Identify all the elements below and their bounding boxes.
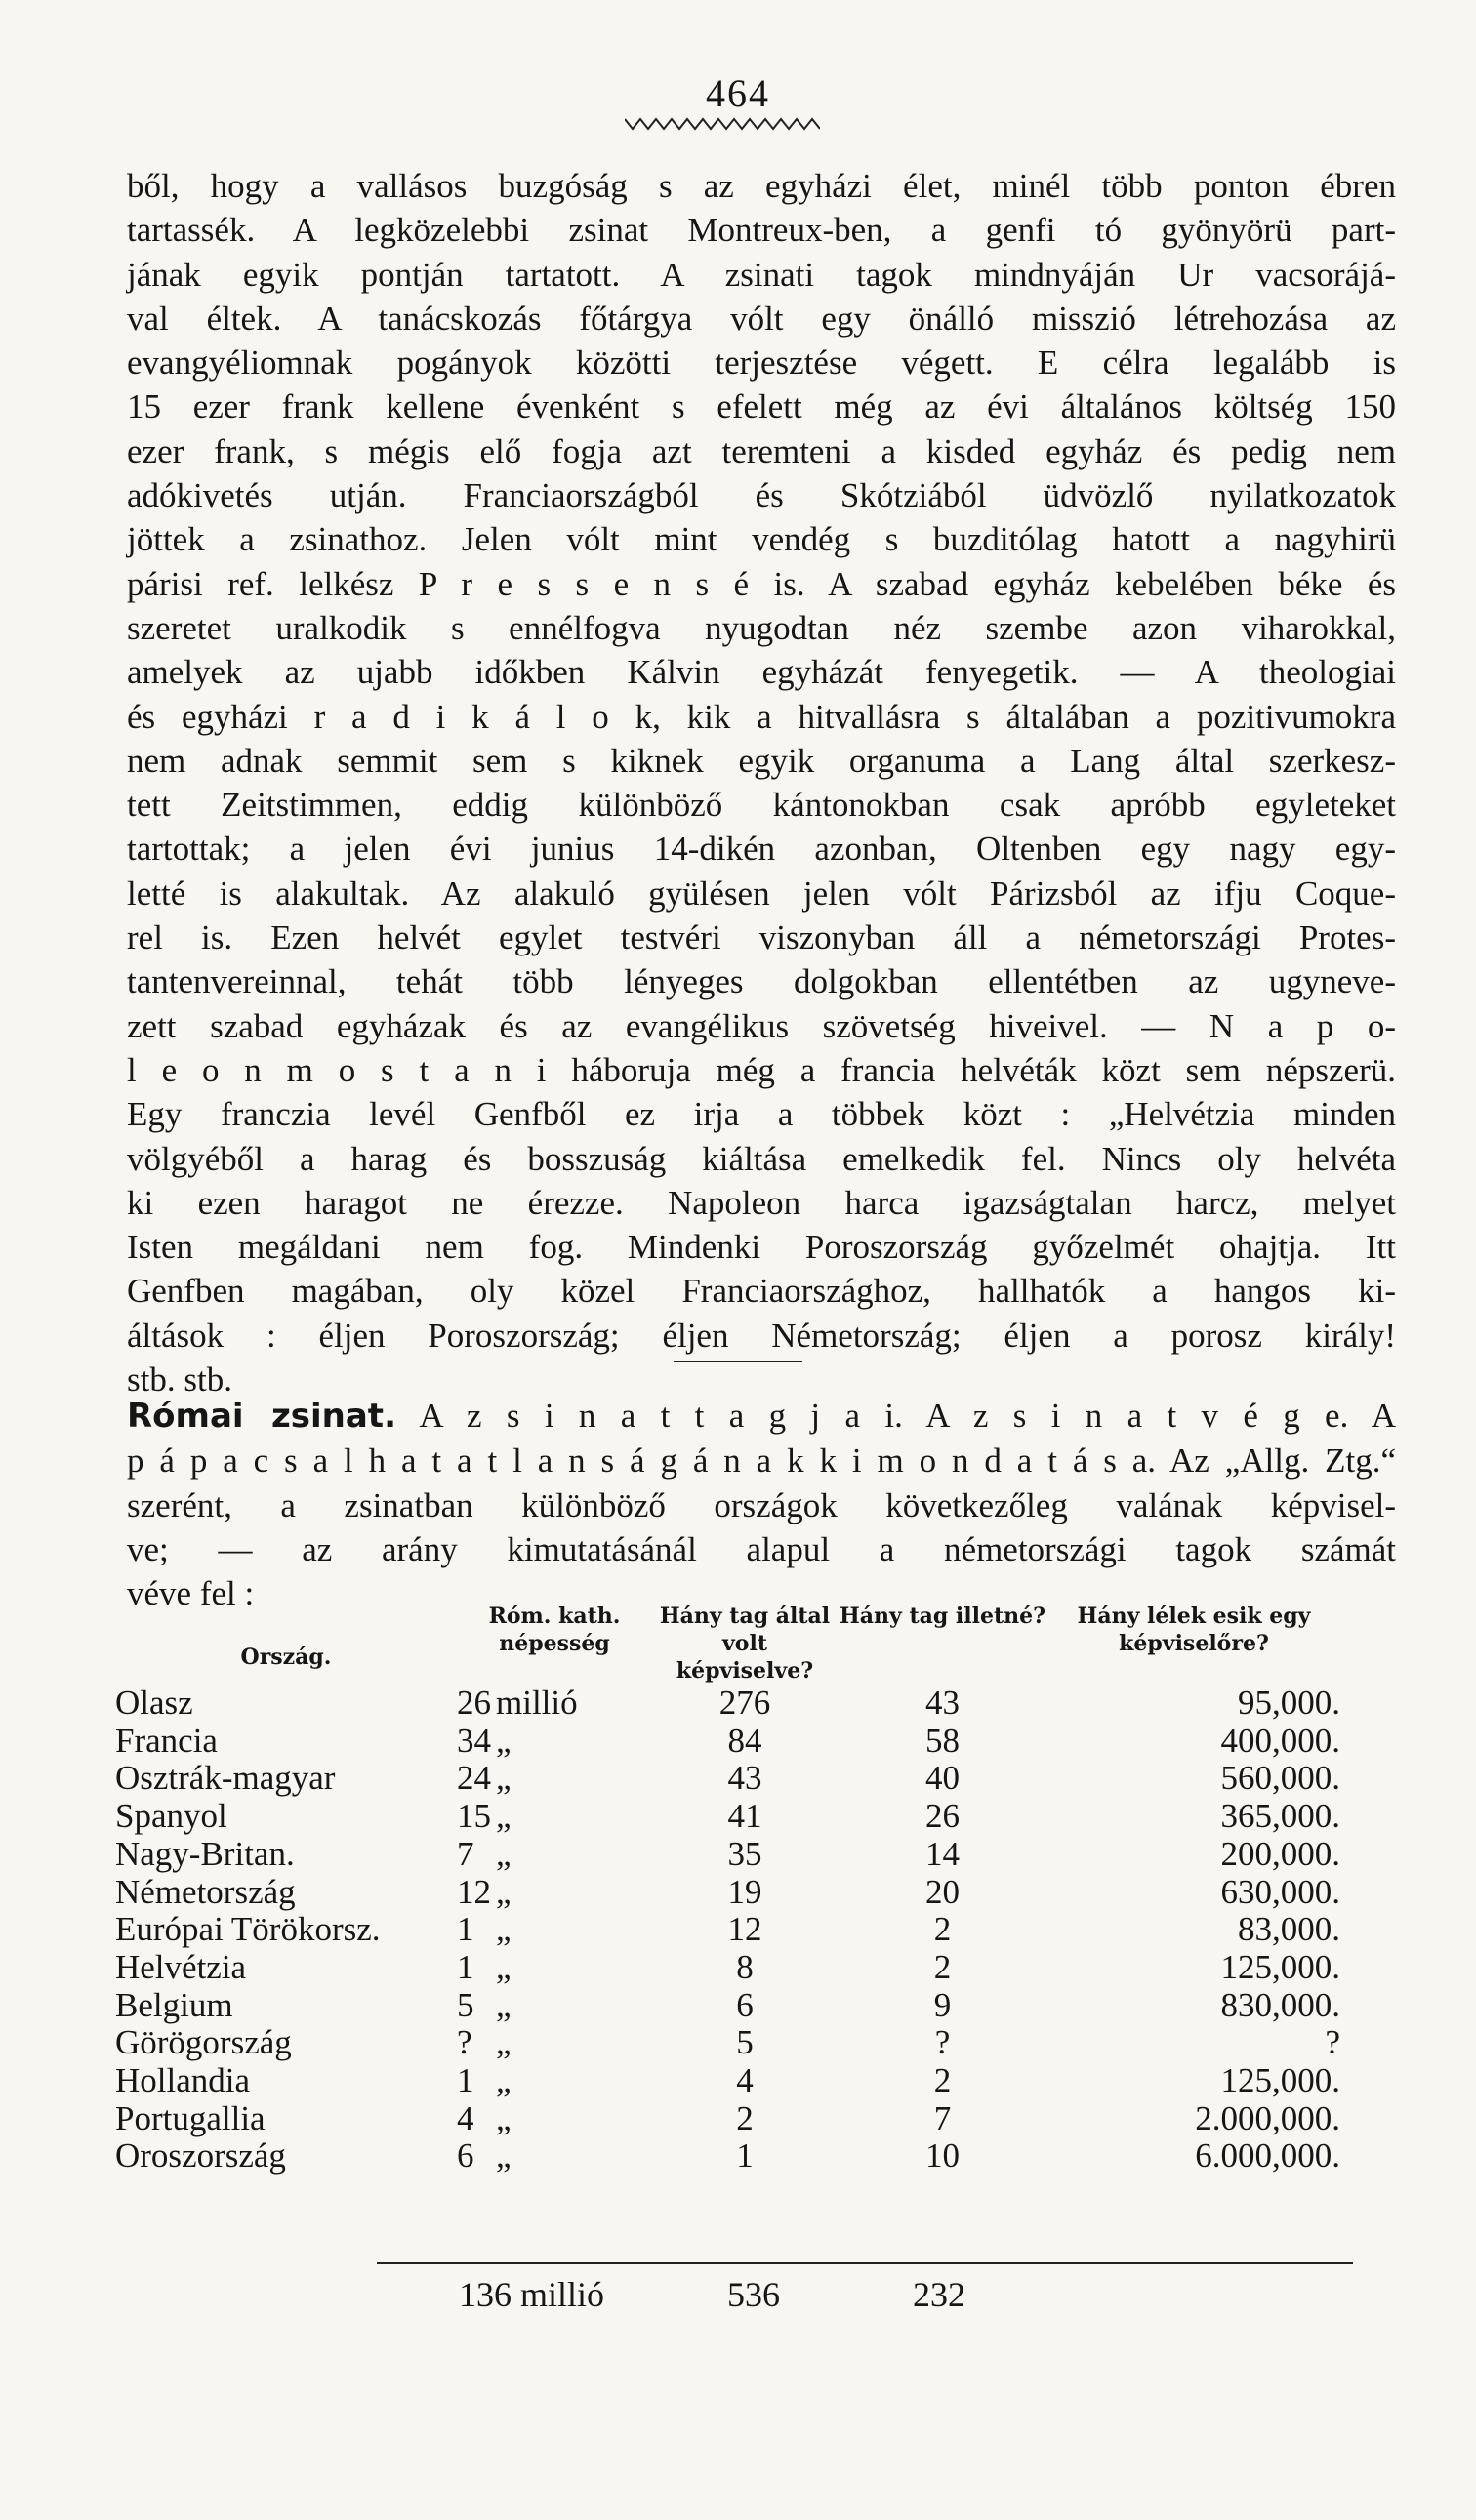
table-row [115, 1987, 1360, 2025]
represented-cell: 19 [727, 1872, 762, 1911]
country-cell: Európai Törökorsz. [115, 1910, 381, 1949]
population-cell [457, 1874, 652, 1912]
col-header-population: Róm. kath. népesség [488, 1604, 621, 1656]
per-rep-cell: ? [1325, 2023, 1340, 2062]
population-unit: „ [496, 1985, 512, 2024]
table-row [115, 2062, 1360, 2100]
population-value: 15 [457, 1797, 491, 1836]
text-line: tartottak; a jelen évi junius 14-dikén azonban, Oltenben egy nagy egy- [127, 830, 1396, 869]
text-line: nem adnak semmit sem s kiknek egyik organuma a Lang által szerkesz- [127, 741, 1396, 780]
text-line: tett Zeitstimmen, eddig különböző kántonokban csak apróbb egyleteket [127, 786, 1396, 825]
represented-cell: 12 [727, 1910, 762, 1949]
total-due: 232 [913, 2275, 965, 2314]
represented-cell: 6 [736, 1985, 754, 2024]
text-line: véve fel : [127, 1574, 255, 1613]
per-rep-cell: 365,000. [1220, 1797, 1340, 1836]
represented-cell: 41 [727, 1797, 762, 1836]
due-cell: 2 [933, 1947, 952, 1986]
population-unit: „ [496, 2061, 512, 2100]
population-cell [457, 1760, 652, 1798]
population-cell [457, 1798, 652, 1836]
per-rep-cell: 830,000. [1220, 1985, 1340, 2024]
text-line: stb. stb. [127, 1361, 232, 1400]
representation-table [115, 1603, 1360, 2175]
due-cell: 2 [933, 1910, 952, 1949]
population-cell [457, 2100, 652, 2138]
per-rep-cell: 95,000. [1238, 1684, 1340, 1722]
text-line: adókivetés utján. Franciaországból és Skótziából üdvözlő nyilatkozatok [127, 476, 1396, 515]
population-cell [457, 1836, 652, 1874]
text-line: jának egyik pontján tartatott. A zsinati tagok mindnyáján Ur vacsorájá- [127, 255, 1396, 294]
col-header-due: Hány tag illetné? [839, 1604, 1046, 1629]
text-line: letté is alakultak. Az alakuló gyülésen jelen vólt Párizsból az ifju Coque- [127, 874, 1396, 913]
population-value: 6 [457, 2136, 474, 2175]
population-cell [457, 1911, 652, 1949]
text-line: evangyéliomnak pogányok közötti terjesztése végett. E célra legalább is [127, 344, 1396, 383]
table-row [115, 1723, 1360, 1761]
country-cell: Portugallia [115, 2098, 266, 2137]
population-value: 5 [457, 1985, 474, 2024]
population-cell [457, 2137, 652, 2175]
table-row [115, 2024, 1360, 2062]
table-row [115, 1760, 1360, 1798]
text-line: 15 ezer frank kellene évenként s efelett még az évi általános költség 150 [127, 387, 1396, 427]
text-line: szerént, a zsinatban különböző országok következőleg valának képvisel- [127, 1485, 1396, 1524]
table-row [115, 2137, 1360, 2175]
due-cell: 58 [925, 1721, 960, 1760]
population-unit: „ [496, 1759, 512, 1798]
text-line: ből, hogy a vallásos buzgóság s az egyházi élet, minél több ponton ébren [127, 167, 1396, 205]
text-line: jöttek a zsinathoz. Jelen vólt mint vendég s buzditólag hatott a nagyhirü [127, 520, 1396, 559]
population-value: 26 [457, 1684, 491, 1722]
wavy-ornament [625, 113, 820, 133]
country-cell: Spanyol [115, 1797, 227, 1836]
country-cell: Nagy-Britan. [115, 1834, 295, 1873]
population-value: 1 [457, 1947, 474, 1986]
population-cell [457, 1987, 652, 2025]
due-cell: 43 [925, 1684, 960, 1722]
population-value: 34 [457, 1721, 491, 1760]
text-line: áltások : éljen Poroszország; éljen Németország; éljen a porosz király! [127, 1316, 1396, 1355]
population-value: 24 [457, 1759, 491, 1798]
text-line: ki ezen haragot ne érezze. Napoleon harca igazságtalan harcz, melyet [127, 1183, 1396, 1222]
country-cell: Helvétzia [115, 1947, 247, 1986]
population-cell [457, 1723, 652, 1761]
per-rep-cell: 83,000. [1238, 1910, 1340, 1949]
text-line: Egy franczia levél Genfből ez irja a többek közt : „Helvétzia minden [127, 1095, 1396, 1134]
text-line: l e o n m o s t a n i háboruja még a francia helvéták közt sem népszerü. [127, 1050, 1396, 1089]
population-unit: „ [496, 2136, 512, 2175]
population-unit: „ [496, 2098, 512, 2137]
represented-cell: 4 [736, 2061, 754, 2100]
table-header-row [115, 1603, 1360, 1685]
per-rep-cell: 630,000. [1220, 1872, 1340, 1911]
per-rep-cell: 125,000. [1220, 1947, 1340, 1986]
represented-cell: 5 [736, 2023, 754, 2062]
text-line: p á p a c s a l h a t a t l a n s á g á n a k k i m o n d a t á s a. Az „Allg. Ztg.“ [127, 1442, 1396, 1481]
population-unit: „ [496, 1721, 512, 1760]
represented-cell: 43 [727, 1759, 762, 1798]
represented-cell: 35 [727, 1834, 762, 1873]
total-population: 136 millió [459, 2275, 605, 2314]
represented-cell: 8 [736, 1947, 754, 1986]
text-line: ezer frank, s mégis elő fogja azt teremteni a kisded egyház és pedig nem [127, 431, 1396, 470]
population-unit: millió [496, 1684, 578, 1722]
country-cell: Francia [115, 1721, 218, 1760]
due-cell: 2 [933, 2061, 952, 2100]
table-row [115, 1836, 1360, 1874]
col-header-country: Ország. [240, 1645, 332, 1670]
due-cell: 14 [925, 1834, 960, 1873]
due-cell: 7 [933, 2098, 952, 2137]
population-unit: „ [496, 1872, 512, 1911]
table-row [115, 1911, 1360, 1949]
per-rep-cell: 560,000. [1220, 1759, 1340, 1798]
country-cell: Belgium [115, 1985, 233, 2024]
paragraph2-first-line: A z s i n a t t a g j a i. A z s i n a t v é g e. A [395, 1397, 1396, 1435]
population-value: ? [457, 2023, 472, 2062]
population-value: 1 [457, 2061, 474, 2100]
population-unit: „ [496, 1797, 512, 1836]
total-represented: 536 [727, 2275, 780, 2314]
per-rep-cell: 125,000. [1220, 2061, 1340, 2100]
country-cell: Olasz [115, 1684, 193, 1722]
per-rep-cell: 400,000. [1220, 1721, 1340, 1760]
country-cell: Németország [115, 1872, 296, 1911]
population-value: 7 [457, 1834, 474, 1873]
due-cell: 9 [933, 1985, 952, 2024]
text-line: Genfben magában, oly közel Franciaországhoz, hallhatók a hangos ki- [127, 1272, 1396, 1311]
text-line: párisi ref. lelkész P r e s s e n s é is. A szabad egyház kebelében béke és [127, 564, 1396, 603]
due-cell: ? [934, 2023, 951, 2062]
country-cell: Osztrák-magyar [115, 1759, 336, 1798]
represented-cell: 1 [736, 2136, 754, 2175]
text-line: val éltek. A tanácskozás főtárgya vólt egy önálló misszió létrehozása az [127, 299, 1396, 338]
per-rep-cell: 2.000,000. [1195, 2098, 1340, 2137]
totals-rule [377, 2262, 1353, 2264]
population-value: 12 [457, 1872, 491, 1911]
due-cell: 40 [925, 1759, 960, 1798]
table-row [115, 1874, 1360, 1912]
represented-cell: 84 [727, 1721, 762, 1760]
col-header-represented: Hány tag által volt képviselve? [659, 1604, 831, 1684]
text-line: völgyéből a harag és bosszuság kiáltása emelkedik fel. Nincs oly helvéta [127, 1139, 1396, 1178]
table-row [115, 1798, 1360, 1836]
text-line: rel is. Ezen helvét egylet testvéri viszonyban áll a németországi Protes- [127, 918, 1396, 957]
population-cell [457, 2024, 652, 2062]
represented-cell: 276 [718, 1684, 771, 1722]
country-cell: Hollandia [115, 2061, 251, 2100]
population-value: 4 [457, 2098, 474, 2137]
population-value: 1 [457, 1910, 474, 1949]
population-unit: „ [496, 1834, 512, 1873]
text-line: tantenvereinnal, tehát több lényeges dolgokban ellentétben az ugyneve- [127, 962, 1396, 1001]
text-line: zett szabad egyházak és az evangélikus szövetség hiveivel. — N a p o- [127, 1006, 1396, 1045]
body-paragraph-1 [127, 164, 1396, 1402]
text-line: ve; — az arány kimutatásánál alapul a németországi tagok számát [127, 1529, 1396, 1568]
table-row [115, 1685, 1360, 1723]
due-cell: 20 [925, 1872, 960, 1911]
page-number: 464 [706, 71, 770, 115]
country-cell: Görögország [115, 2023, 292, 2062]
section-divider [674, 1361, 802, 1362]
text-line: Isten megáldani nem fog. Mindenki Poroszország győzelmét ohajtja. Itt [127, 1228, 1396, 1267]
population-unit: „ [496, 2023, 512, 2062]
col-header-per-rep: Hány lélek esik egy képviselőre? [1077, 1604, 1311, 1656]
due-cell: 26 [925, 1797, 960, 1836]
section-heading: Római zsinat. [127, 1397, 396, 1436]
population-cell [457, 2062, 652, 2100]
population-cell [457, 1685, 652, 1723]
body-paragraph-2 [127, 1394, 1396, 1615]
text-line: és egyházi r a d i k á l o k, kik a hitvallásra s általában a pozitivumokra [127, 697, 1396, 736]
population-cell [457, 1949, 652, 1987]
country-cell: Oroszország [115, 2136, 286, 2175]
table-row [115, 1949, 1360, 1987]
due-cell: 10 [925, 2136, 960, 2175]
text-line: amelyek az ujabb időkben Kálvin egyházát fenyegetik. — A theologiai [127, 653, 1396, 692]
population-unit: „ [496, 1947, 512, 1986]
represented-cell: 2 [736, 2098, 754, 2137]
per-rep-cell: 6.000,000. [1195, 2136, 1340, 2175]
text-line: tartassék. A legközelebbi zsinat Montreux-ben, a genfi tó gyönyörü part- [127, 211, 1396, 250]
population-unit: „ [496, 1910, 512, 1949]
table-row [115, 2100, 1360, 2138]
per-rep-cell: 200,000. [1220, 1834, 1340, 1873]
text-line: szeretet uralkodik s ennélfogva nyugodtan néz szembe azon viharokkal, [127, 608, 1396, 647]
